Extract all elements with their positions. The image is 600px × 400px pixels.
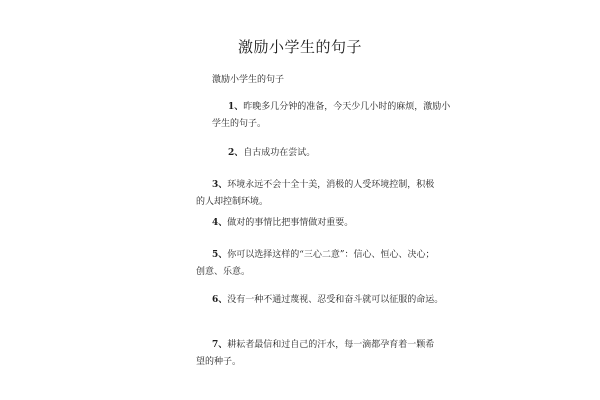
item-text-line1: 环境永远不会十全十美，消极的人受环境控制，积极 [227, 180, 435, 190]
item-number: 3、 [212, 180, 228, 190]
list-item-6 [196, 292, 443, 309]
list-item-7 [196, 337, 434, 371]
item-text-line2: 创意、乐意。 [196, 267, 251, 277]
list-item-1 [212, 99, 450, 133]
list-item-2 [212, 145, 315, 162]
item-number: 6、 [212, 295, 228, 305]
item-number: 5、 [212, 250, 228, 260]
item-text-line2: 望的种子。 [196, 357, 242, 367]
item-text-line1: 自古成功在尝试。 [243, 148, 316, 158]
list-item-4 [212, 215, 353, 232]
item-number: 1、 [228, 102, 244, 112]
item-text-line1: 没有一种不通过蔑视、忍受和奋斗就可以征服的命运。 [227, 295, 444, 305]
item-text-line1: 昨晚多几分钟的准备，今天少几小时的麻烦，激励小 [243, 102, 451, 112]
item-number: 4、 [212, 218, 228, 228]
item-number: 7、 [212, 340, 228, 350]
document-subtitle: 激励小学生的句子 [212, 75, 285, 85]
list-item-3 [196, 177, 434, 211]
item-text-line1: 做对的事情比把事情做对重要。 [227, 218, 354, 228]
item-text-line1: 你可以选择这样的“三心二意”：信心、恒心、决心； [227, 250, 435, 260]
item-number: 2、 [228, 148, 244, 158]
list-item-5 [196, 247, 434, 281]
item-text-line2: 的人却控制环境。 [196, 197, 269, 207]
item-text-line1: 耕耘者最信和过自己的汗水，每一滴都孕育着一颗希 [227, 340, 435, 350]
page-title: 激励小学生的句子 [237, 38, 362, 56]
item-text-line2: 学生的句子。 [212, 119, 267, 129]
